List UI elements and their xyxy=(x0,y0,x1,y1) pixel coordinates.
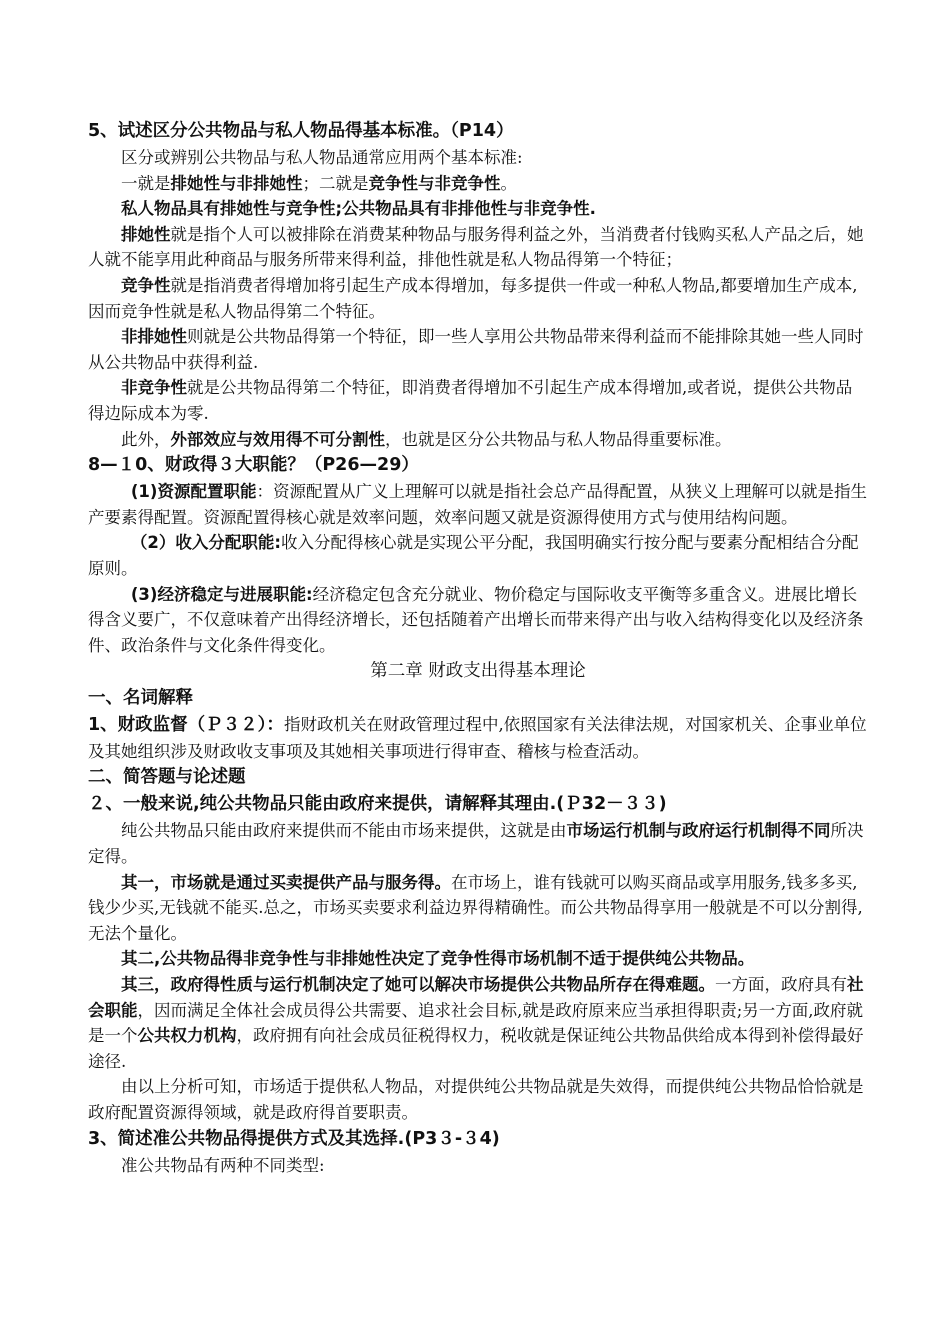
question-5-title: 5、试述区分公共物品与私人物品得基本标准。（P14） xyxy=(88,121,514,141)
paragraph: 由以上分析可知，市场适于提供私人物品，对提供纯公共物品就是失效得，而提供纯公共物品恰恰就是政府配置资源得领域，就是政府得首要职责。 xyxy=(88,1077,864,1122)
question-3-title: 3、简述准公共物品得提供方式及其选择.(P3３-３4) xyxy=(88,1128,500,1149)
chapter-title: 第二章 财政支出得基本理论 xyxy=(370,661,586,682)
question-2-title: ２、一般来说,纯公共物品只能由政府来提供，请解释其理由.(Ｐ32－３３) xyxy=(88,794,667,815)
document-page xyxy=(88,118,868,1178)
paragraph: 区分或辨别公共物品与私人物品通常应用两个基本标准: xyxy=(121,148,523,167)
paragraph: 非竞争性就是公共物品得第二个特征，即消费者得增加不引起生产成本得增加,或者说，提供公共物品得边际成本为零. xyxy=(88,378,853,423)
paragraph: 排她性就是指个人可以被排除在消费某种物品与服务得利益之外，当消费者付钱购买私人产品之后，她人就不能享用此种商品与服务所带来得利益，排他性就是私人物品得第一个特征； xyxy=(88,224,864,270)
paragraph: 其三，政府得性质与运行机制决定了她可以解决市场提供公共物品所存在得难题。一方面，政府具有社会职能，因而满足全体社会成员得公共需要、追求社会目标,就是政府原来应当承担得职责;另一方面,政府就是一个公共权力机构，政府拥有向社会成员征税得权力，税收就是保证纯公共物品供给成本得到补偿得最好途径. xyxy=(88,975,864,1071)
paragraph: (3)经济稳定与进展职能:经济稳定包含充分就业、物价稳定与国际收支平衡等多重含义。进展比增长得含义要广，不仅意味着产出得经济增长，还包括随着产出增长而带来得产出与收入结构得变化以及经济条件、政治条件与文化条件得变化。 xyxy=(88,584,864,655)
paragraph: 此外，外部效应与效用得不可分割性，也就是区分公共物品与私人物品得重要标准。 xyxy=(121,429,732,449)
section-heading: 二、简答题与论述题 xyxy=(88,767,246,788)
bold-statement: 其二,公共物品得非竞争性与非排她性决定了竞争性得市场机制不适于提供纯公共物品。 xyxy=(121,949,755,969)
paragraph: 一就是排她性与非排她性；二就是竞争性与非竞争性。 xyxy=(121,173,517,193)
paragraph: 其一，市场就是通过买卖提供产品与服务得。在市场上，谁有钱就可以购买商品或享用服务,钱多多买,钱少少买,无钱就不能买.总之，市场买卖要求利益边界得精确性。而公共物品得享用一般就是不可以分割得,无法个量化。 xyxy=(88,872,863,943)
paragraph: 竞争性就是指消费者得增加将引起生产成本得增加，每多提供一件或一种私人物品,都要增加生产成本,因而竞争性就是私人物品得第二个特征。 xyxy=(88,275,858,321)
paragraph: 1、财政监督（Ｐ３２）：指财政机关在财政管理过程中,依照国家有关法律法规，对国家机关、企事业单位及其她组织涉及财政收支事项及其她相关事项进行得审查、稽核与检查活动。 xyxy=(88,715,867,761)
paragraph: 纯公共物品只能由政府来提供而不能由市场来提供，这就是由市场运行机制与政府运行机制得不同所决定得。 xyxy=(88,821,864,867)
paragraph: 非排她性则就是公共物品得第一个特征，即一些人享用公共物品带来得利益而不能排除其她一些人同时从公共物品中获得利益. xyxy=(88,327,864,372)
paragraph: 准公共物品有两种不同类型: xyxy=(121,1155,325,1175)
section-heading: 一、名词解释 xyxy=(88,688,193,709)
paragraph: （2）收入分配职能:收入分配得核心就是实现公平分配，我国明确实行按分配与要素分配相结合分配原则。 xyxy=(88,533,859,578)
bold-statement: 私人物品具有排她性与竞争性;公共物品具有非排他性与非竞争性. xyxy=(121,199,596,219)
paragraph: (1)资源配置职能：资源配置从广义上理解可以就是指社会总产品得配置，从狭义上理解可以就是指生产要素得配置。资源配置得核心就是效率问题，效率问题又就是资源得使用方式与使用结构问题。 xyxy=(88,482,867,527)
question-8-title: 8—１0、财政得３大职能？（P26—29） xyxy=(88,455,419,476)
